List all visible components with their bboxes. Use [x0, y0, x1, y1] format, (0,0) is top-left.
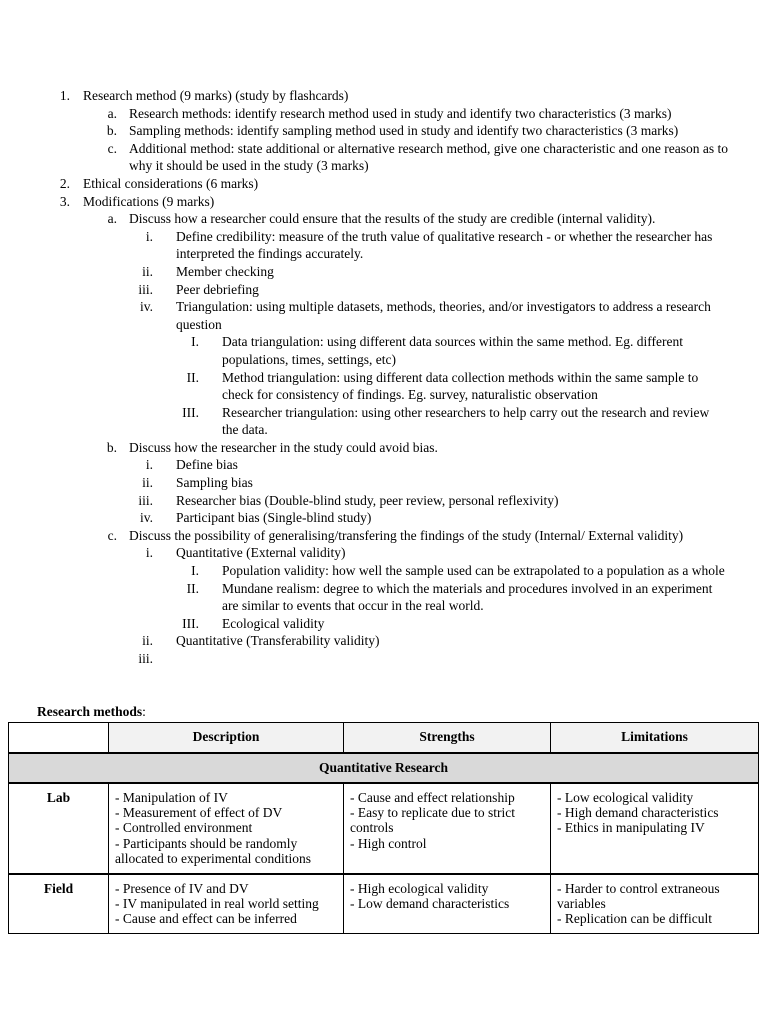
list-item-text: Research methods: identify research method used in study and identify two characteristics (3 marks): [129, 105, 672, 121]
list-item-text: Mundane realism: degree to which the materials and procedures involved in an experiment are similar to events that occur in the real world.: [222, 580, 713, 614]
table-row: [9, 874, 759, 933]
list-marker: 1.: [59, 88, 70, 103]
outline-item: [0, 281, 768, 299]
outline-item: [0, 193, 768, 211]
list-marker: III.: [182, 404, 199, 420]
outline-item: [0, 333, 768, 368]
list-item-text: Researcher triangulation: using other researchers to help carry out the research and review the data.: [222, 404, 710, 438]
cell-line: - Controlled environment: [115, 820, 253, 836]
list-marker: I.: [191, 563, 199, 579]
list-marker: III.: [182, 615, 199, 631]
study-outline: [0, 87, 768, 668]
outline-item: [0, 210, 768, 228]
cell-line: - Cause and effect relationship: [350, 790, 515, 805]
list-marker: iv.: [140, 510, 153, 526]
outline-item: [0, 492, 768, 510]
outline-item: [0, 175, 768, 193]
outline-item: [0, 298, 768, 333]
list-item-text: Discuss how a researcher could ensure that the results of the study are credible (internal validity).: [129, 211, 656, 227]
list-item-text: Participant bias (Single-blind study): [176, 510, 372, 526]
column-header-blank: [9, 723, 109, 754]
list-item-text: Define bias: [176, 457, 238, 473]
outline-item: [0, 369, 768, 404]
cell-line: - High ecological validity: [350, 881, 489, 896]
list-item-text: Quantitative (Transferability validity): [176, 633, 380, 649]
outline-item: [0, 615, 768, 633]
list-marker: i.: [145, 457, 153, 473]
list-item-text: Researcher bias (Double-blind study, peer review, personal reflexivity): [176, 492, 559, 508]
outline-item: [0, 228, 768, 263]
outline-item: [0, 105, 768, 123]
heading-colon: :: [142, 704, 146, 719]
list-marker: a.: [107, 105, 117, 121]
cell-line: - Presence of IV and DV: [115, 881, 249, 896]
list-marker: b.: [106, 123, 117, 139]
list-marker: iv.: [140, 299, 153, 315]
cell-line: - Harder to control extraneous variables: [557, 881, 720, 912]
list-marker: 2.: [59, 175, 70, 191]
cell-line: - Low demand characteristics: [350, 896, 510, 912]
list-marker: b.: [106, 439, 117, 455]
list-marker: ii.: [142, 263, 153, 279]
list-item-text: Ecological validity: [222, 615, 325, 631]
lab-limitations-cell: [551, 783, 759, 874]
list-item-text: Ethical considerations (6 marks): [83, 175, 259, 191]
list-item-text: Additional method: state additional or alternative research method, give one characteristic and one reason as to why it should be used in the study (3 marks): [129, 140, 729, 174]
list-item-text: Population validity: how well the sample used can be extrapolated to a population as a whole: [222, 563, 725, 579]
field-strengths-cell: [344, 874, 551, 933]
list-marker: iii.: [138, 651, 153, 666]
cell-line: - Low ecological validity: [557, 790, 694, 805]
list-marker: ii.: [142, 475, 153, 491]
outline-item: [0, 263, 768, 281]
outline-item: [0, 632, 768, 650]
cell-line: - Replication can be difficult: [557, 911, 712, 927]
column-header-limitations: Limitations: [551, 723, 759, 754]
cell-line: - High demand characteristics: [557, 805, 719, 821]
outline-item: [0, 544, 768, 562]
lab-description-cell: [109, 783, 344, 874]
column-header-description: Description: [109, 723, 344, 754]
list-item-text: Quantitative (External validity): [176, 545, 346, 561]
list-marker: II.: [186, 580, 199, 596]
list-item-text: Sampling bias: [176, 475, 253, 491]
outline-item: [0, 474, 768, 492]
cell-line: - Cause and effect can be inferred: [115, 911, 297, 927]
cell-line: - Manipulation of IV: [115, 790, 228, 805]
cell-line: - High control: [350, 835, 427, 851]
research-methods-heading: [37, 703, 146, 721]
row-header-field: Field: [9, 874, 109, 933]
section-row: [9, 753, 759, 783]
list-marker: II.: [186, 369, 199, 385]
outline-item: [0, 562, 768, 580]
research-methods-title: Research methods: [37, 704, 143, 719]
outline-item: [0, 456, 768, 474]
cell-line: - IV manipulated in real world setting: [115, 896, 319, 912]
outline-item: [0, 122, 768, 140]
list-item-text: Sampling methods: identify sampling method used in study and identify two characteristics (3 marks): [129, 123, 679, 139]
list-marker: ii.: [142, 633, 153, 649]
list-item-text: Method triangulation: using different data collection methods within the same sample to check for consistency of findings. Eg. survey, naturalistic observation: [222, 369, 699, 403]
outline-item: [0, 439, 768, 457]
list-marker: 3.: [59, 193, 70, 209]
list-item-text: Research method (9 marks) (study by flashcards): [83, 88, 349, 103]
list-item-text: Define credibility: measure of the truth value of qualitative research - or whether the researcher has interpreted the findings accurately.: [176, 228, 713, 262]
table-row: [9, 783, 759, 874]
list-item-text: Triangulation: using multiple datasets, methods, theories, and/or investigators to address a research question: [176, 299, 711, 332]
list-marker: iii.: [138, 281, 153, 297]
outline-item: [0, 87, 768, 105]
outline-item: [0, 140, 768, 175]
list-marker: iii.: [138, 492, 153, 508]
list-marker: i.: [145, 228, 153, 244]
row-header-lab: Lab: [9, 783, 109, 874]
section-title: Quantitative Research: [9, 753, 759, 783]
table-header-row: [9, 723, 759, 754]
list-marker: c.: [107, 140, 117, 156]
cell-line: - Ethics in manipulating IV: [557, 820, 705, 836]
list-item-text: Member checking: [176, 263, 274, 279]
outline-item: [0, 509, 768, 527]
list-marker: i.: [145, 545, 153, 561]
column-header-strengths: Strengths: [344, 723, 551, 754]
list-marker: c.: [107, 527, 117, 543]
outline-item: [0, 650, 768, 668]
list-marker: a.: [107, 211, 117, 227]
outline-item: [0, 580, 768, 615]
cell-line: - Easy to replicate due to strict controls: [350, 805, 515, 836]
lab-strengths-cell: [344, 783, 551, 874]
field-description-cell: [109, 874, 344, 933]
list-item-text: Data triangulation: using different data sources within the same method. Eg. different populations, times, settings, etc): [222, 334, 683, 367]
outline-item: [0, 404, 768, 439]
list-marker: I.: [191, 334, 199, 350]
cell-line: - Measurement of effect of DV: [115, 805, 283, 821]
cell-line: - Participants should be randomly allocated to experimental conditions: [115, 835, 312, 866]
field-limitations-cell: [551, 874, 759, 933]
research-methods-table: [8, 722, 759, 934]
list-item-text: Discuss how the researcher in the study could avoid bias.: [129, 439, 438, 455]
list-item-text: Discuss the possibility of generalising/transfering the findings of the study (Internal/ External validity): [129, 527, 684, 543]
list-item-text: Modifications (9 marks): [83, 193, 215, 209]
outline-item: [0, 527, 768, 545]
list-item-text: Peer debriefing: [176, 281, 259, 297]
